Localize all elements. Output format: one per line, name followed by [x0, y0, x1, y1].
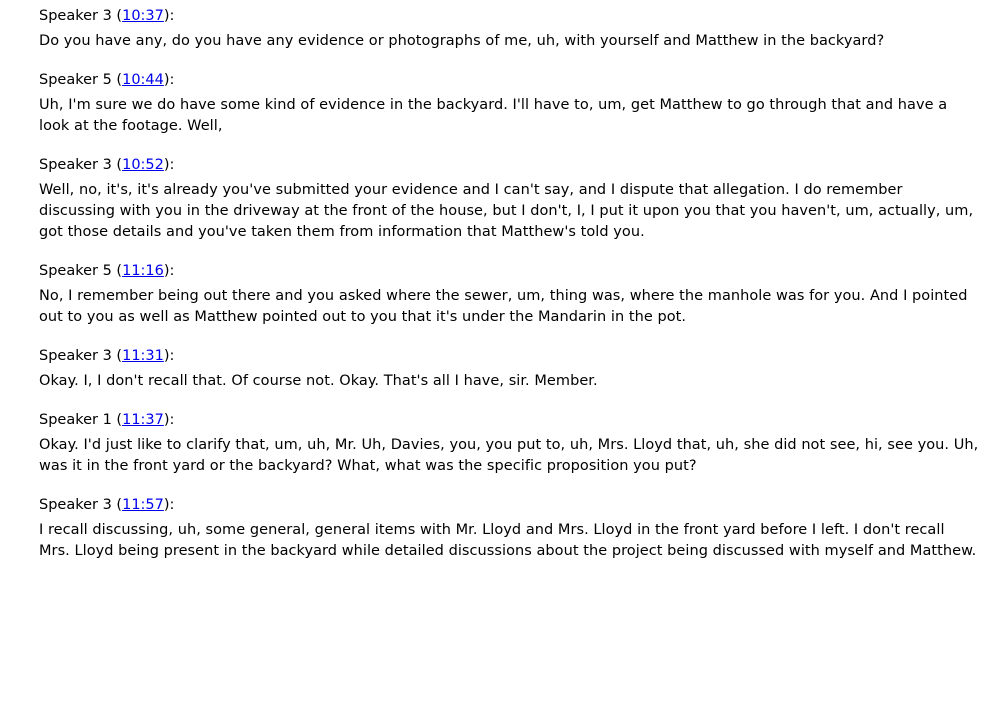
transcript-entry — [39, 156, 979, 243]
utterance-text: No, I remember being out there and you asked where the sewer, um, thing was, where the manhole was for you. And I pointed out to you as well as Matthew pointed out to you that it's under the Mandarin in the pot. — [39, 288, 968, 325]
speaker-name: Speaker 3 — [39, 348, 112, 364]
transcript-entry — [39, 262, 979, 328]
speaker-name: Speaker 3 — [39, 497, 112, 513]
speaker-line: Speaker 3 (11:31): — [39, 348, 175, 364]
timestamp-link[interactable]: 11:31 — [122, 348, 164, 364]
utterance-text: Do you have any, do you have any evidence or photographs of me, uh, with yourself and Matthew in the backyard? — [39, 33, 885, 49]
timestamp-link[interactable]: 10:37 — [122, 8, 164, 24]
timestamp-link[interactable]: 10:52 — [122, 157, 164, 173]
speaker-line: Speaker 1 (11:37): — [39, 412, 175, 428]
speaker-name: Speaker 5 — [39, 263, 112, 279]
speaker-line: Speaker 5 (10:44): — [39, 72, 175, 88]
utterance-text: Okay. I, I don't recall that. Of course not. Okay. That's all I have, sir. Member. — [39, 373, 598, 389]
transcript-entry — [39, 71, 979, 137]
speaker-name: Speaker 1 — [39, 412, 112, 428]
transcript-entry — [39, 411, 979, 477]
timestamp-link[interactable]: 11:16 — [122, 263, 164, 279]
transcript-entry — [39, 347, 979, 392]
speaker-line: Speaker 5 (11:16): — [39, 263, 175, 279]
speaker-name: Speaker 3 — [39, 157, 112, 173]
utterance-text: Okay. I'd just like to clarify that, um, uh, Mr. Uh, Davies, you, you put to, uh, Mrs. Lloyd that, uh, she did not see, hi, see you. Uh, was it in the front yard or the backyard? What, what was the specific proposition you put? — [39, 437, 979, 474]
speaker-name: Speaker 3 — [39, 8, 112, 24]
transcript-entry — [39, 7, 979, 52]
speaker-name: Speaker 5 — [39, 72, 112, 88]
utterance-text: Well, no, it's, it's already you've submitted your evidence and I can't say, and I dispute that allegation. I do remember discussing with you in the driveway at the front of the house, but I don't, I, I put it upon you that you haven't, um, actually, um, got those details and you've taken them from information that Matthew's told you. — [39, 182, 974, 240]
timestamp-link[interactable]: 10:44 — [122, 72, 164, 88]
timestamp-link[interactable]: 11:37 — [122, 412, 164, 428]
utterance-text: I recall discussing, uh, some general, general items with Mr. Lloyd and Mrs. Lloyd in the front yard before I left. I don't recall Mrs. Lloyd being present in the backyard while detailed discussions about the project being discussed with myself and Matthew. — [39, 522, 977, 559]
speaker-line: Speaker 3 (10:37): — [39, 8, 175, 24]
utterance-text: Uh, I'm sure we do have some kind of evidence in the backyard. I'll have to, um, get Matthew to go through that and have a look at the footage. Well, — [39, 97, 948, 134]
speaker-line: Speaker 3 (10:52): — [39, 157, 175, 173]
transcript-entry — [39, 496, 979, 562]
timestamp-link[interactable]: 11:57 — [122, 497, 164, 513]
speaker-line: Speaker 3 (11:57): — [39, 497, 175, 513]
